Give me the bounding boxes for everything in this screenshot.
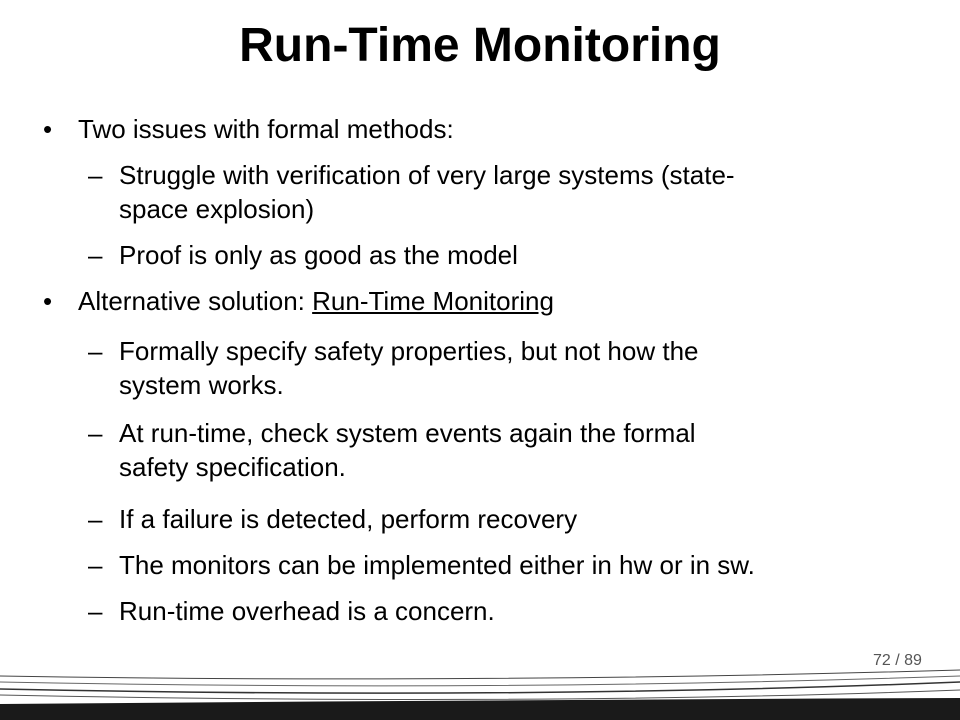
footer-swoosh-line: [0, 682, 960, 693]
sub-bullet-line: Formally specify safety properties, but not how the: [119, 336, 699, 366]
bullet-item-alternative-solution: [78, 284, 908, 318]
sub-bullet-marker: –: [88, 336, 103, 366]
underlined-term: Run-Time Monitoring: [312, 286, 554, 316]
footer-swoosh-line: [0, 670, 960, 679]
page-separator: /: [895, 652, 900, 669]
sub-bullet-marker: –: [88, 596, 103, 626]
sub-bullet-state-space-explosion: [119, 158, 919, 226]
sub-bullet-overhead: [119, 594, 919, 628]
sub-bullet-marker: –: [88, 550, 103, 580]
sub-bullet-hw-sw: [119, 548, 919, 582]
bullet-marker: •: [43, 114, 53, 144]
sub-bullet-check-events: [119, 416, 919, 484]
sub-bullet-marker: –: [88, 418, 103, 448]
sub-bullet-line: safety specification.: [119, 452, 346, 482]
sub-bullet-failure-recovery: [119, 502, 919, 536]
sub-bullet-specify-properties: [119, 334, 919, 402]
sub-bullet-line: If a failure is detected, perform recovery: [119, 504, 578, 534]
total-pages: 89: [904, 652, 922, 669]
sub-bullet-marker: –: [88, 240, 103, 270]
sub-bullet-line: At run-time, check system events again the formal: [119, 418, 696, 448]
slide-title: Run-Time Monitoring: [239, 19, 721, 72]
sub-bullet-line: space explosion): [119, 194, 315, 224]
bullet-text: Two issues with formal methods:: [78, 114, 454, 144]
bullet-text: Alternative solution:: [78, 286, 313, 316]
bullet-item-formal-methods-issues: [78, 112, 908, 146]
sub-bullet-line: system works.: [119, 370, 284, 400]
footer-swoosh: [0, 640, 960, 720]
sub-bullet-proof-model: [119, 238, 919, 272]
sub-bullet-line: Proof is only as good as the model: [119, 240, 518, 270]
current-page: 72: [873, 652, 891, 669]
sub-bullet-marker: –: [88, 160, 103, 190]
footer-band: [0, 698, 960, 720]
sub-bullet-marker: –: [88, 504, 103, 534]
sub-bullet-line: Struggle with verification of very large systems (state-: [119, 160, 735, 190]
sub-bullet-line: The monitors can be implemented either in hw or in sw.: [119, 550, 755, 580]
sub-bullet-line: Run-time overhead is a concern.: [119, 596, 495, 626]
bullet-marker: •: [43, 286, 53, 316]
